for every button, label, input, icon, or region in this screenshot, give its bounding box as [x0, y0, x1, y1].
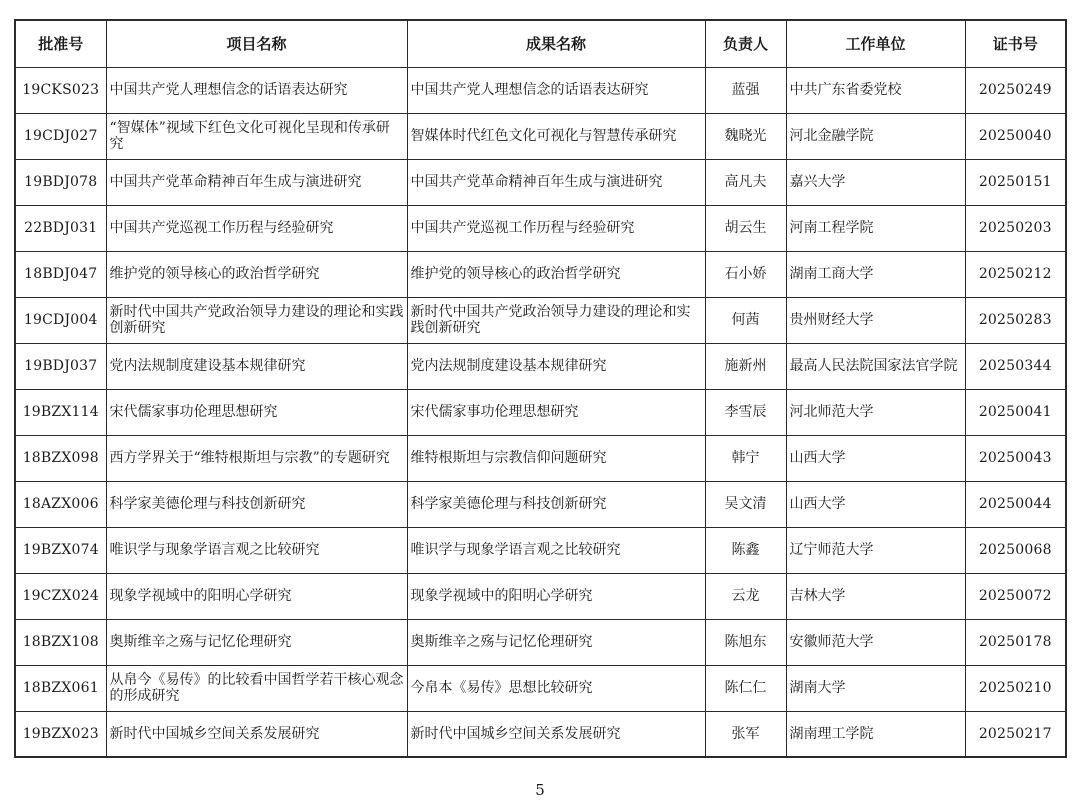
cell-leader: 高凡夫	[705, 159, 786, 205]
table-row	[15, 527, 1066, 573]
cell-result-name: 奥斯维辛之殇与记忆伦理研究	[407, 619, 705, 665]
cell-result-name: 维特根斯坦与宗教信仰问题研究	[407, 435, 705, 481]
cell-result-name: 现象学视域中的阳明心学研究	[407, 573, 705, 619]
results-table	[14, 19, 1067, 758]
table-row	[15, 619, 1066, 665]
cell-result-name: 唯识学与现象学语言观之比较研究	[407, 527, 705, 573]
header-work-unit: 工作单位	[786, 20, 965, 67]
cell-work-unit: 山西大学	[786, 481, 965, 527]
cell-project-name: “智媒体”视域下红色文化可视化呈现和传承研究	[106, 113, 407, 159]
cell-work-unit: 吉林大学	[786, 573, 965, 619]
cell-leader: 魏晓光	[705, 113, 786, 159]
cell-work-unit: 安徽师范大学	[786, 619, 965, 665]
cell-approval-number: 19BZX074	[15, 527, 106, 573]
cell-certificate-number: 20250072	[965, 573, 1066, 619]
cell-leader: 李雪辰	[705, 389, 786, 435]
cell-certificate-number: 20250043	[965, 435, 1066, 481]
cell-result-name: 宋代儒家事功伦理思想研究	[407, 389, 705, 435]
cell-project-name: 新时代中国共产党政治领导力建设的理论和实践创新研究	[106, 297, 407, 343]
cell-certificate-number: 20250212	[965, 251, 1066, 297]
cell-work-unit: 贵州财经大学	[786, 297, 965, 343]
cell-approval-number: 18AZX006	[15, 481, 106, 527]
cell-approval-number: 18BZX061	[15, 665, 106, 711]
cell-leader: 陈旭东	[705, 619, 786, 665]
header-certificate-number: 证书号	[965, 20, 1066, 67]
cell-project-name: 现象学视域中的阳明心学研究	[106, 573, 407, 619]
cell-project-name: 中国共产党巡视工作历程与经验研究	[106, 205, 407, 251]
cell-approval-number: 19BDJ037	[15, 343, 106, 389]
cell-result-name: 智媒体时代红色文化可视化与智慧传承研究	[407, 113, 705, 159]
cell-leader: 蓝强	[705, 67, 786, 113]
cell-result-name: 新时代中国共产党政治领导力建设的理论和实践创新研究	[407, 297, 705, 343]
cell-leader: 陈鑫	[705, 527, 786, 573]
cell-work-unit: 辽宁师范大学	[786, 527, 965, 573]
cell-project-name: 科学家美德伦理与科技创新研究	[106, 481, 407, 527]
cell-result-name: 新时代中国城乡空间关系发展研究	[407, 711, 705, 757]
cell-project-name: 西方学界关于“维特根斯坦与宗教”的专题研究	[106, 435, 407, 481]
table-row	[15, 573, 1066, 619]
cell-work-unit: 山西大学	[786, 435, 965, 481]
cell-certificate-number: 20250044	[965, 481, 1066, 527]
header-project-name: 项目名称	[106, 20, 407, 67]
cell-certificate-number: 20250217	[965, 711, 1066, 757]
table-row	[15, 297, 1066, 343]
cell-project-name: 唯识学与现象学语言观之比较研究	[106, 527, 407, 573]
cell-certificate-number: 20250178	[965, 619, 1066, 665]
cell-certificate-number: 20250068	[965, 527, 1066, 573]
cell-project-name: 党内法规制度建设基本规律研究	[106, 343, 407, 389]
cell-leader: 云龙	[705, 573, 786, 619]
header-leader: 负责人	[705, 20, 786, 67]
cell-leader: 吴文清	[705, 481, 786, 527]
table-row	[15, 251, 1066, 297]
table-row	[15, 481, 1066, 527]
cell-certificate-number: 20250344	[965, 343, 1066, 389]
cell-project-name: 新时代中国城乡空间关系发展研究	[106, 711, 407, 757]
cell-leader: 施新州	[705, 343, 786, 389]
table-row	[15, 67, 1066, 113]
cell-result-name: 科学家美德伦理与科技创新研究	[407, 481, 705, 527]
cell-approval-number: 19BDJ078	[15, 159, 106, 205]
cell-project-name: 宋代儒家事功伦理思想研究	[106, 389, 407, 435]
page-number: 5	[535, 781, 545, 799]
header-approval-number: 批准号	[15, 20, 106, 67]
cell-result-name: 党内法规制度建设基本规律研究	[407, 343, 705, 389]
cell-approval-number: 19CKS023	[15, 67, 106, 113]
cell-approval-number: 18BZX108	[15, 619, 106, 665]
table-row	[15, 435, 1066, 481]
cell-certificate-number: 20250283	[965, 297, 1066, 343]
table-row	[15, 389, 1066, 435]
cell-certificate-number: 20250210	[965, 665, 1066, 711]
cell-work-unit: 湖南工商大学	[786, 251, 965, 297]
cell-work-unit: 河北金融学院	[786, 113, 965, 159]
table-row	[15, 113, 1066, 159]
header-result-name: 成果名称	[407, 20, 705, 67]
cell-approval-number: 19CZX024	[15, 573, 106, 619]
cell-approval-number: 22BDJ031	[15, 205, 106, 251]
cell-approval-number: 18BZX098	[15, 435, 106, 481]
cell-result-name: 中国共产党巡视工作历程与经验研究	[407, 205, 705, 251]
cell-approval-number: 19BZX114	[15, 389, 106, 435]
cell-result-name: 中国共产党革命精神百年生成与演进研究	[407, 159, 705, 205]
cell-approval-number: 19BZX023	[15, 711, 106, 757]
table-row	[15, 159, 1066, 205]
cell-approval-number: 19CDJ027	[15, 113, 106, 159]
cell-leader: 何茜	[705, 297, 786, 343]
cell-work-unit: 河北师范大学	[786, 389, 965, 435]
cell-certificate-number: 20250151	[965, 159, 1066, 205]
cell-leader: 张军	[705, 711, 786, 757]
cell-certificate-number: 20250041	[965, 389, 1066, 435]
cell-certificate-number: 20250040	[965, 113, 1066, 159]
table-row	[15, 343, 1066, 389]
cell-work-unit: 嘉兴大学	[786, 159, 965, 205]
table-header-row	[15, 20, 1066, 67]
cell-work-unit: 最高人民法院国家法官学院	[786, 343, 965, 389]
cell-work-unit: 湖南大学	[786, 665, 965, 711]
cell-leader: 陈仁仁	[705, 665, 786, 711]
cell-work-unit: 河南工程学院	[786, 205, 965, 251]
cell-project-name: 奥斯维辛之殇与记忆伦理研究	[106, 619, 407, 665]
cell-leader: 韩宁	[705, 435, 786, 481]
cell-approval-number: 19CDJ004	[15, 297, 106, 343]
cell-result-name: 今帛本《易传》思想比较研究	[407, 665, 705, 711]
table-row	[15, 205, 1066, 251]
cell-project-name: 维护党的领导核心的政治哲学研究	[106, 251, 407, 297]
cell-project-name: 中国共产党人理想信念的话语表达研究	[106, 67, 407, 113]
cell-result-name: 维护党的领导核心的政治哲学研究	[407, 251, 705, 297]
cell-project-name: 从帛今《易传》的比较看中国哲学若干核心观念的形成研究	[106, 665, 407, 711]
cell-work-unit: 中共广东省委党校	[786, 67, 965, 113]
cell-project-name: 中国共产党革命精神百年生成与演进研究	[106, 159, 407, 205]
table-row	[15, 711, 1066, 757]
table-row	[15, 665, 1066, 711]
cell-certificate-number: 20250249	[965, 67, 1066, 113]
cell-certificate-number: 20250203	[965, 205, 1066, 251]
cell-work-unit: 湖南理工学院	[786, 711, 965, 757]
cell-leader: 胡云生	[705, 205, 786, 251]
cell-approval-number: 18BDJ047	[15, 251, 106, 297]
cell-leader: 石小娇	[705, 251, 786, 297]
cell-result-name: 中国共产党人理想信念的话语表达研究	[407, 67, 705, 113]
